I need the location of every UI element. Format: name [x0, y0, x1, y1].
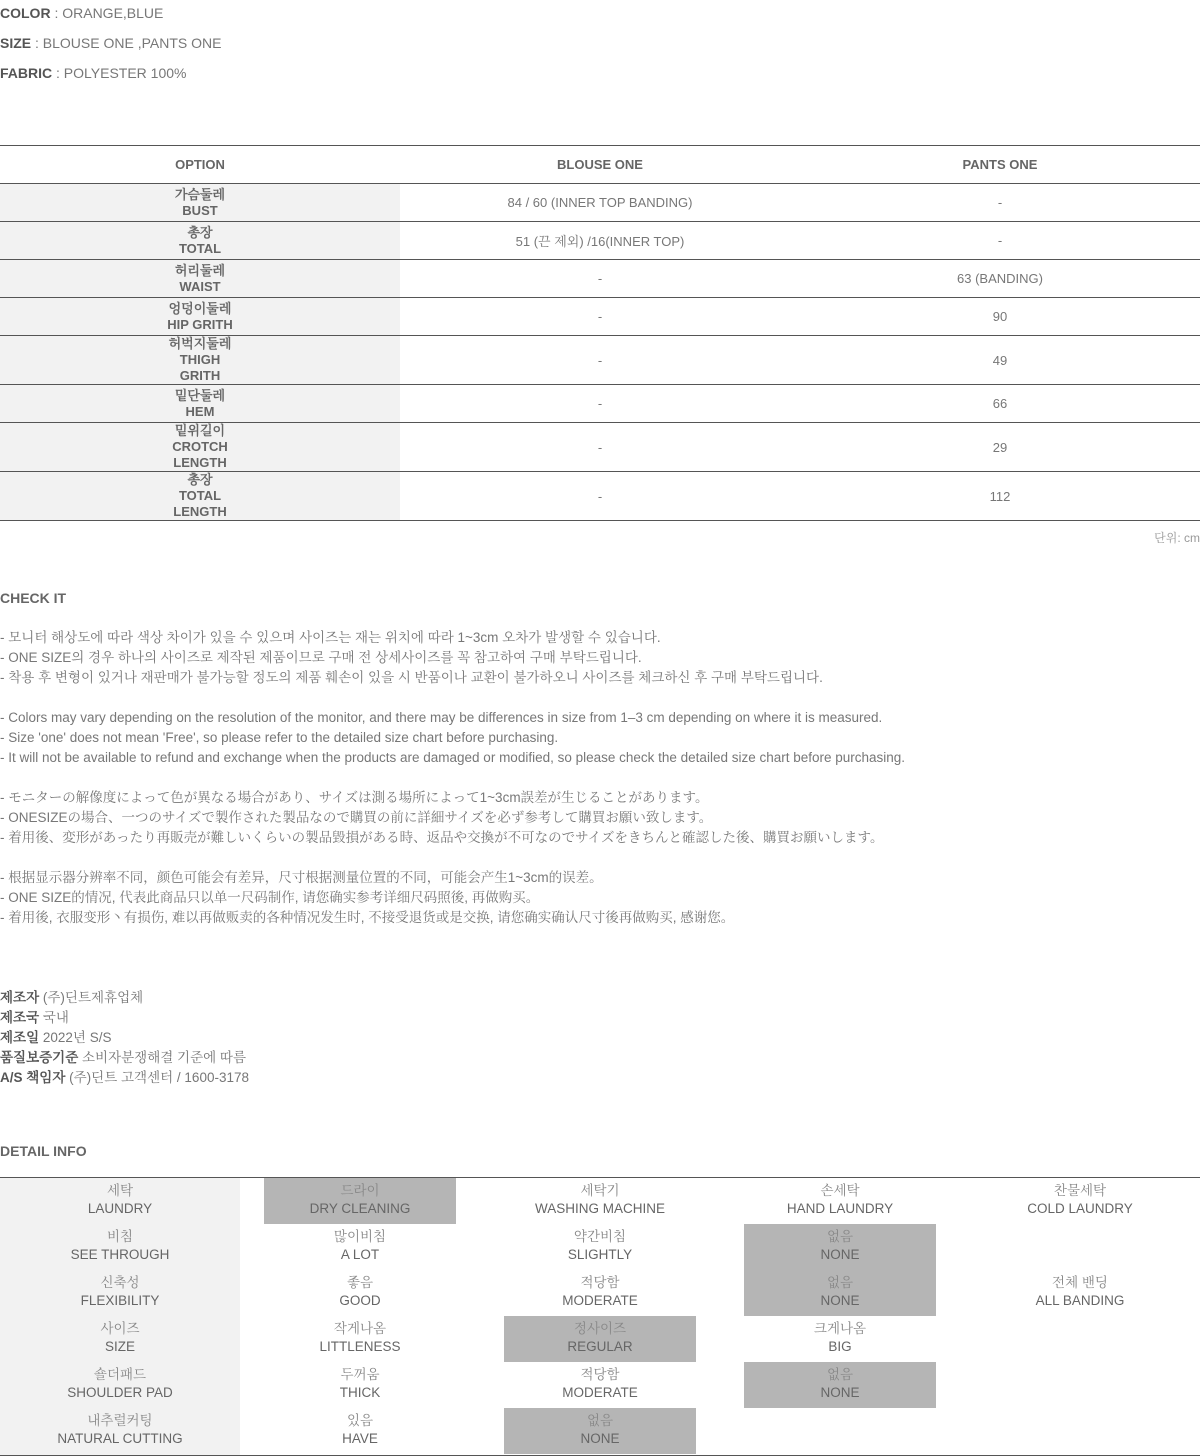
- detail-option-en: NONE: [820, 1293, 860, 1308]
- detail-option-en: REGULAR: [567, 1339, 633, 1354]
- check-line: - It will not be available to refund and exchange when the products are damaged or modified, so please check the detailed size chart before purchasing.: [0, 750, 906, 765]
- detail-option-ko: 없음: [586, 1413, 614, 1428]
- detail-label-en: FLEXIBILITY: [80, 1293, 160, 1308]
- spec-key: SIZE: [0, 35, 32, 51]
- detail-row-label: [0, 1178, 240, 1224]
- detail-option-ko: 작게나옴: [333, 1321, 387, 1336]
- unit-note: 단위: cm: [1154, 531, 1200, 545]
- detail-option: [504, 1178, 696, 1224]
- detail-option-ko: 손세탁: [820, 1183, 860, 1198]
- detail-option-ko: 찬물세탁: [1053, 1183, 1107, 1198]
- detail-option-en: THICK: [339, 1385, 381, 1400]
- check-line: - モニターの解像度によって色が異なる場合があり、サイズは測る場所によって1~3cm誤差が生じることがあります。: [0, 790, 709, 805]
- detail-option-en: NONE: [820, 1385, 860, 1400]
- header-blouse: BLOUSE ONE: [400, 146, 800, 184]
- measure-label: [0, 298, 400, 336]
- check-line: - 着用後、変形があったり再販売が難しいくらいの製品毀損がある時、返品や交換が不可なのでサイズをきちんと確認した後、購買お願いします。: [0, 830, 884, 845]
- check-line: - 착용 후 변형이 있거나 재판매가 불가능할 정도의 제품 훼손이 있을 시 반품이나 교환이 불가하오니 사이즈를 체크하신 후 구매 부탁드립니다.: [0, 670, 823, 685]
- measure-label-ko: 총장: [187, 472, 213, 487]
- measure-label: [0, 336, 400, 385]
- detail-option-en: SLIGHTLY: [567, 1247, 633, 1262]
- detail-option-ko: 전체 밴딩: [1052, 1275, 1108, 1290]
- detail-option-ko: 적당함: [580, 1367, 620, 1382]
- blouse-value: -: [400, 472, 800, 521]
- check-group-ko: [0, 628, 823, 688]
- pants-value: 49: [800, 336, 1200, 385]
- size-table-row: [0, 385, 1200, 423]
- detail-option-ko: 크게나옴: [813, 1321, 867, 1336]
- detail-option: [744, 1316, 936, 1362]
- pants-value: -: [800, 222, 1200, 260]
- check-group-ja: [0, 788, 883, 848]
- info-row: [0, 1008, 249, 1028]
- measure-label-ko: 엉덩이둘레: [168, 300, 232, 316]
- check-line: - 着用後, 衣服变形丶有损伤, 难以再做贩卖的各种情况发生时, 不接受退货或是交换, 请您确实确认尺寸後再做购买, 感谢您。: [0, 910, 735, 925]
- info-value: (주)딘트제휴업체: [39, 990, 144, 1005]
- detail-option-en: LITTLENESS: [319, 1339, 401, 1354]
- detail-label-en: LAUNDRY: [87, 1201, 153, 1216]
- detail-option-ko: 없음: [826, 1229, 854, 1244]
- measure-label: [0, 260, 400, 298]
- info-key: 제조국: [0, 1010, 40, 1025]
- measure-label-en: HIP GRITH: [167, 316, 233, 332]
- detail-row-label: [0, 1224, 240, 1270]
- size-table-header: [0, 146, 1200, 184]
- detail-option: [264, 1270, 456, 1316]
- detail-option-en: NONE: [820, 1247, 860, 1262]
- detail-option-selected: [744, 1362, 936, 1408]
- detail-option-en: A LOT: [340, 1247, 380, 1262]
- detail-row-label: [0, 1270, 240, 1316]
- detail-option-en: WASHING MACHINE: [534, 1201, 665, 1216]
- info-key: 제조일: [0, 1030, 40, 1045]
- detail-row-label: [0, 1362, 240, 1408]
- detail-label-en: SEE THROUGH: [70, 1247, 170, 1262]
- detail-option: [264, 1316, 456, 1362]
- info-row: [0, 1028, 249, 1048]
- detail-option-en: HAVE: [342, 1431, 378, 1446]
- detail-option-ko: 드라이: [340, 1183, 380, 1198]
- detail-option: [960, 1270, 1200, 1316]
- spec-key: COLOR: [0, 5, 51, 21]
- blouse-value: -: [400, 336, 800, 385]
- size-table-row: [0, 222, 1200, 260]
- measure-label-en: WAIST: [179, 278, 221, 294]
- detail-label-ko: 내추럴커팅: [87, 1413, 153, 1428]
- info-key: A/S 책임자: [0, 1070, 66, 1085]
- info-value: 2022년 S/S: [39, 1030, 112, 1045]
- blouse-value: -: [400, 423, 800, 472]
- detail-option: [504, 1224, 696, 1270]
- detail-option-en: COLD LAUNDRY: [1027, 1201, 1133, 1216]
- size-table-row: [0, 472, 1200, 521]
- detail-label-ko: 신축성: [100, 1275, 140, 1290]
- pants-value: -: [800, 184, 1200, 222]
- detail-option-ko: 많이비침: [333, 1229, 387, 1244]
- detail-option: [264, 1224, 456, 1270]
- detail-row-label: [0, 1316, 240, 1362]
- detail-label-en: SIZE: [104, 1339, 135, 1354]
- detail-option: [264, 1408, 456, 1454]
- measure-label: [0, 472, 400, 521]
- detail-option-selected: [264, 1178, 456, 1224]
- detail-option: [504, 1270, 696, 1316]
- pants-value: 66: [800, 385, 1200, 423]
- detail-row-label: [0, 1408, 240, 1454]
- detail-option: [744, 1178, 936, 1224]
- detail-title: DETAIL INFO: [0, 1143, 87, 1159]
- size-table-row: [0, 336, 1200, 385]
- info-row: [0, 988, 249, 1008]
- detail-option-ko: 없음: [826, 1275, 854, 1290]
- detail-label-ko: 사이즈: [100, 1321, 140, 1336]
- maker-info: [0, 988, 249, 1088]
- size-table-row: [0, 184, 1200, 222]
- measure-label-en: THIGH GRITH: [179, 352, 221, 383]
- measure-label-en: TOTAL: [178, 240, 222, 256]
- spec-value: : BLOUSE ONE ,PANTS ONE: [31, 35, 222, 51]
- blouse-value: 84 / 60 (INNER TOP BANDING): [400, 184, 800, 222]
- detail-option-ko: 없음: [826, 1367, 854, 1382]
- spec-value: : ORANGE,BLUE: [50, 5, 164, 21]
- detail-option-en: MODERATE: [562, 1293, 638, 1308]
- info-value: 소비자분쟁해결 기준에 따름: [78, 1050, 246, 1065]
- detail-option-ko: 두꺼움: [340, 1367, 380, 1382]
- detail-option-ko: 세탁기: [580, 1183, 620, 1198]
- detail-label-ko: 세탁: [106, 1183, 134, 1198]
- detail-label-ko: 숄더패드: [93, 1367, 147, 1382]
- info-key: 품질보증기준: [0, 1050, 79, 1065]
- detail-label-en: SHOULDER PAD: [67, 1385, 173, 1400]
- detail-option: [960, 1178, 1200, 1224]
- measure-label: [0, 184, 400, 222]
- detail-label-en: NATURAL CUTTING: [57, 1431, 183, 1446]
- measure-label-ko: 총장: [187, 224, 213, 240]
- detail-option-en: BIG: [828, 1339, 852, 1354]
- detail-option-en: GOOD: [339, 1293, 381, 1308]
- info-row: [0, 1048, 249, 1068]
- detail-label-ko: 비침: [106, 1229, 134, 1244]
- measure-label-ko: 밑단둘레: [174, 387, 226, 403]
- measure-label-en: TOTAL LENGTH: [173, 488, 227, 519]
- pants-value: 29: [800, 423, 1200, 472]
- info-value: (주)딘트 고객센터 / 1600-3178: [65, 1070, 249, 1085]
- spec-color: [0, 5, 163, 21]
- detail-option-ko: 좋음: [346, 1275, 374, 1290]
- check-group-en: [0, 708, 905, 768]
- detail-option: [504, 1362, 696, 1408]
- pants-value: 90: [800, 298, 1200, 336]
- pants-value: 63 (BANDING): [800, 260, 1200, 298]
- measure-label: [0, 222, 400, 260]
- measure-label: [0, 423, 400, 472]
- size-table-row: [0, 298, 1200, 336]
- check-line: - ONE SIZE의 경우 하나의 사이즈로 제작된 제품이므로 구매 전 상세사이즈를 꼭 참고하여 구매 부탁드립니다.: [0, 650, 642, 665]
- measure-label-ko: 허리둘레: [174, 262, 226, 278]
- info-row: [0, 1068, 249, 1088]
- detail-option-selected: [504, 1316, 696, 1362]
- measure-label-ko: 허벅지둘레: [168, 336, 232, 351]
- blouse-value: -: [400, 385, 800, 423]
- detail-option-selected: [744, 1224, 936, 1270]
- detail-option-en: NONE: [580, 1431, 620, 1446]
- measure-label: [0, 385, 400, 423]
- blouse-value: -: [400, 298, 800, 336]
- detail-option-selected: [504, 1408, 696, 1454]
- info-key: 제조자: [0, 990, 40, 1005]
- blouse-value: -: [400, 260, 800, 298]
- detail-option-ko: 정사이즈: [573, 1321, 627, 1336]
- detail-option-selected: [744, 1270, 936, 1316]
- header-option: OPTION: [0, 146, 400, 184]
- pants-value: 112: [800, 472, 1200, 521]
- detail-option-en: HAND LAUNDRY: [786, 1201, 894, 1216]
- size-table: [0, 145, 1200, 521]
- detail-option-ko: 있음: [346, 1413, 374, 1428]
- detail-option-en: DRY CLEANING: [309, 1201, 411, 1216]
- measure-label-en: CROTCH LENGTH: [172, 439, 228, 470]
- check-title: CHECK IT: [0, 590, 67, 606]
- check-line: - 모니터 해상도에 따라 색상 차이가 있을 수 있으며 사이즈는 재는 위치에 따라 1~3cm 오차가 발생할 수 있습니다.: [0, 630, 661, 645]
- spec-fabric: [0, 65, 186, 81]
- measure-label-ko: 밑위길이: [174, 423, 226, 438]
- header-pants: PANTS ONE: [800, 146, 1200, 184]
- detail-option-ko: 적당함: [580, 1275, 620, 1290]
- blouse-value: 51 (끈 제외) /16(INNER TOP): [400, 222, 800, 260]
- measure-label-ko: 가슴둘레: [174, 186, 226, 202]
- check-line: - ONESIZEの場合、一つのサイズで製作された製品なので購買の前に詳細サイズを必ず参考して購買お願い致します。: [0, 810, 713, 825]
- spec-key: FABRIC: [0, 65, 53, 81]
- check-group-zh: [0, 868, 734, 928]
- info-value: 국내: [39, 1010, 69, 1025]
- size-table-row: [0, 423, 1200, 472]
- measure-label-en: HEM: [185, 403, 215, 419]
- detail-option-en: ALL BANDING: [1035, 1293, 1125, 1308]
- check-line: - ONE SIZE的情况, 代表此商品只以单一尺码制作, 请您确实参考详细尺码照後, 再做购买。: [0, 890, 540, 905]
- spec-size: [0, 35, 221, 51]
- detail-option-ko: 약간비침: [573, 1229, 627, 1244]
- measure-label-en: BUST: [182, 202, 218, 218]
- size-table-row: [0, 260, 1200, 298]
- detail-option: [264, 1362, 456, 1408]
- spec-value: : POLYESTER 100%: [52, 65, 187, 81]
- detail-option-en: MODERATE: [562, 1385, 638, 1400]
- check-line: - 根据显示器分辨率不同，颜色可能会有差异，尺寸根据测量位置的不同，可能会产生1~3cm的误差。: [0, 870, 603, 885]
- check-line: - Colors may vary depending on the resolution of the monitor, and there may be differences in size from 1–3 cm depending on where it is measured.: [0, 710, 883, 725]
- check-line: - Size 'one' does not mean 'Free', so please refer to the detailed size chart before purchasing.: [0, 730, 559, 745]
- detail-info-grid: [0, 1177, 1200, 1456]
